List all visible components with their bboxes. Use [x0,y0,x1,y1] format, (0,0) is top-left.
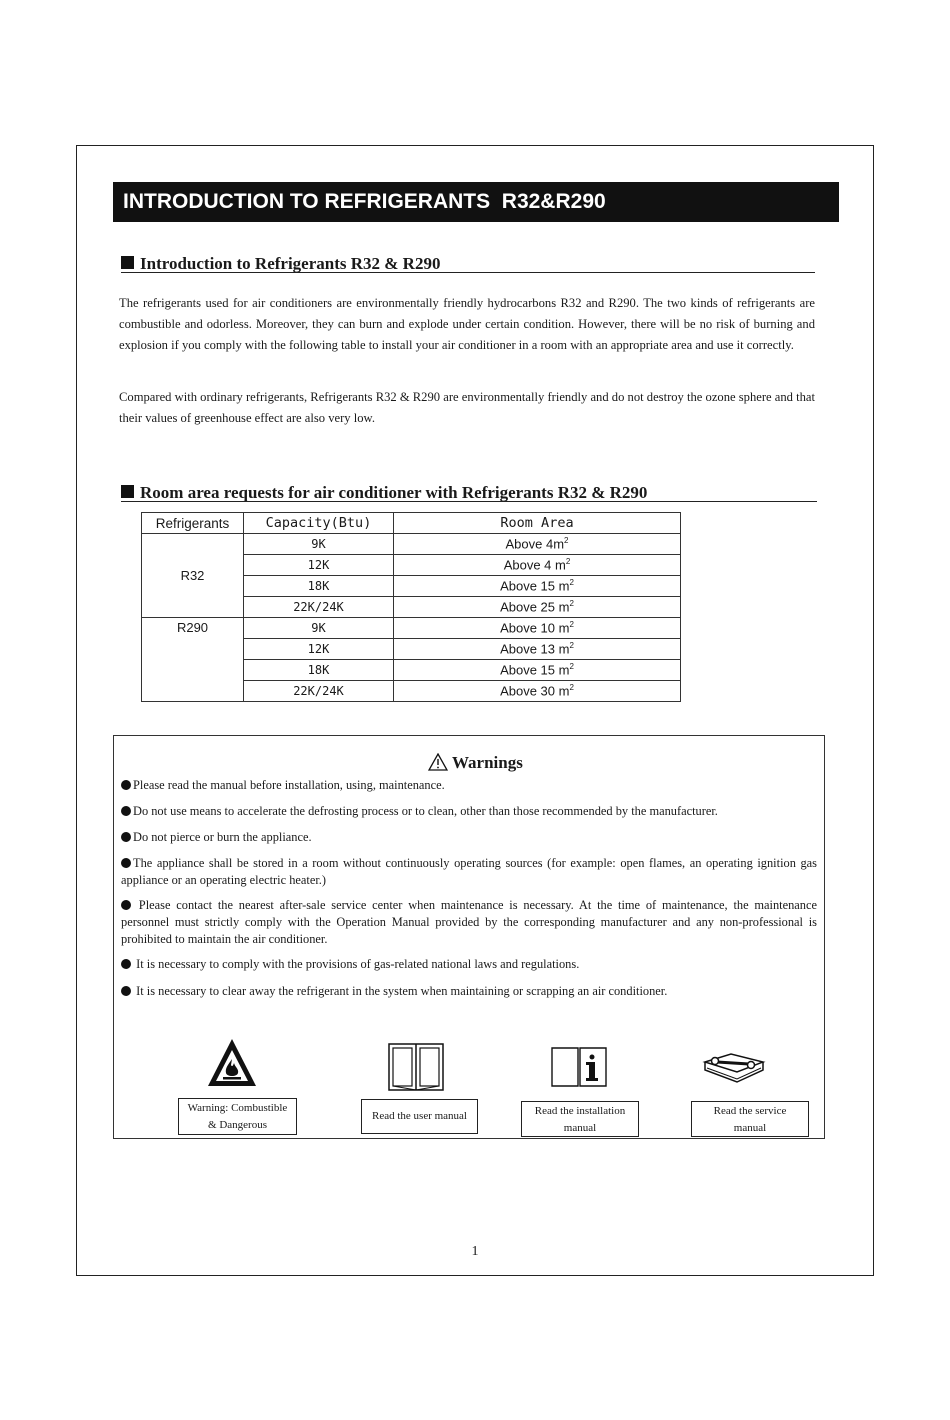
square-bullet-icon [121,485,134,498]
square-bullet-icon [121,256,134,269]
warning-item: The appliance shall be stored in a room without continuously operating sources (for example: open flames, an operating ignition gas appliance or an operating electric heater.) [121,856,817,887]
refrigerant-cell-r32: R32 [142,534,244,618]
bullet-dot-icon [121,780,131,790]
header-capacity: Capacity(Btu) [244,513,394,534]
capacity-cell: 12K [244,555,394,576]
page-banner-title: INTRODUCTION TO REFRIGERANTS R32&R290 [113,182,839,222]
room-area-table [141,512,681,702]
warning-item: It is necessary to clear away the refrigerant in the system when maintaining or scrapping an air conditioner. [121,983,817,1000]
bullet-dot-icon [121,900,131,910]
warnings-title-text: Warnings [452,753,523,772]
area-cell: Above 15 $m^2$ [394,576,681,597]
warning-item: Do not pierce or burn the appliance. [121,829,817,846]
flammable-label: Warning: Combustible & Dangerous [178,1098,297,1135]
installation-manual-icon [550,1044,608,1090]
refrigerant-cell-r290: R290 [142,618,244,702]
warnings-title [428,753,523,773]
service-manual-label: Read the service manual [691,1101,809,1137]
area-cell: Above 4 $m^2$ [394,555,681,576]
page-number: 1 [471,1244,479,1259]
capacity-cell: 9K [244,534,394,555]
section-heading-room-area [121,483,647,503]
warning-item: Please contact the nearest after-sale service center when maintenance is necessary. At the time of maintenance, the maintenance personnel must strictly comply with the Operation Manual provided by the corresponding manufacturer and any non-professional is prohibited to maintain the air conditioner. [121,898,817,946]
table-header-row [142,513,681,534]
area-cell: Above 10 $m^2$ [394,618,681,639]
installation-manual-label: Read the installation manual [521,1101,639,1137]
capacity-cell: 18K [244,576,394,597]
table-row [142,618,681,639]
user-manual-label: Read the user manual [361,1099,478,1134]
table-row [142,534,681,555]
bullet-dot-icon [121,832,131,842]
warning-item: Please read the manual before installation, using, maintenance. [121,777,817,794]
section-underline [121,272,815,273]
intro-paragraph-2: Compared with ordinary refrigerants, Refrigerants R32 & R290 are environmentally friendly and do not destroy the ozone sphere and that their values of greenhouse effect are also very low. [119,390,815,425]
section-heading-introduction [121,254,440,274]
flammable-warning-icon [206,1037,258,1089]
user-manual-icon [386,1040,446,1094]
bullet-dot-icon [121,986,131,996]
section-underline [121,501,817,502]
area-cell: Above 13 $m^2$ [394,639,681,660]
capacity-cell: 18K [244,660,394,681]
area-cell: Above $4m^2$ [394,534,681,555]
warning-item: Do not use means to accelerate the defrosting process or to clean, other than those recommended by the manufacturer. [121,803,817,820]
bullet-dot-icon [121,806,131,816]
warning-item: It is necessary to comply with the provisions of gas-related national laws and regulations. [121,956,817,973]
capacity-cell: 9K [244,618,394,639]
area-cell: Above 30 $m^2$ [394,681,681,702]
section-heading-text: Introduction to Refrigerants R32 & R290 [140,254,441,273]
section-heading-text: Room area requests for air conditioner with Refrigerants R32 & R290 [140,483,648,502]
bullet-dot-icon [121,959,131,969]
area-cell: Above 15 $m^2$ [394,660,681,681]
capacity-cell: 22K/24K [244,681,394,702]
header-room-area: Room Area [394,513,681,534]
service-manual-icon [701,1048,767,1088]
capacity-cell: 12K [244,639,394,660]
area-cell: Above 25 $m^2$ [394,597,681,618]
capacity-cell: 22K/24K [244,597,394,618]
intro-paragraph-1: The refrigerants used for air conditioners are environmentally friendly hydrocarbons R32 and R290. The two kinds of refrigerants are combustible and odorless. Moreover, they can burn and explode under certain condition. However, there will be no risk of burning and explosion if you comply with the following table to install your air conditioner in a room with an appropriate area and use it correctly. [119,296,815,352]
header-refrigerants: Refrigerants [142,513,244,534]
bullet-dot-icon [121,858,131,868]
warning-triangle-icon [428,753,448,771]
